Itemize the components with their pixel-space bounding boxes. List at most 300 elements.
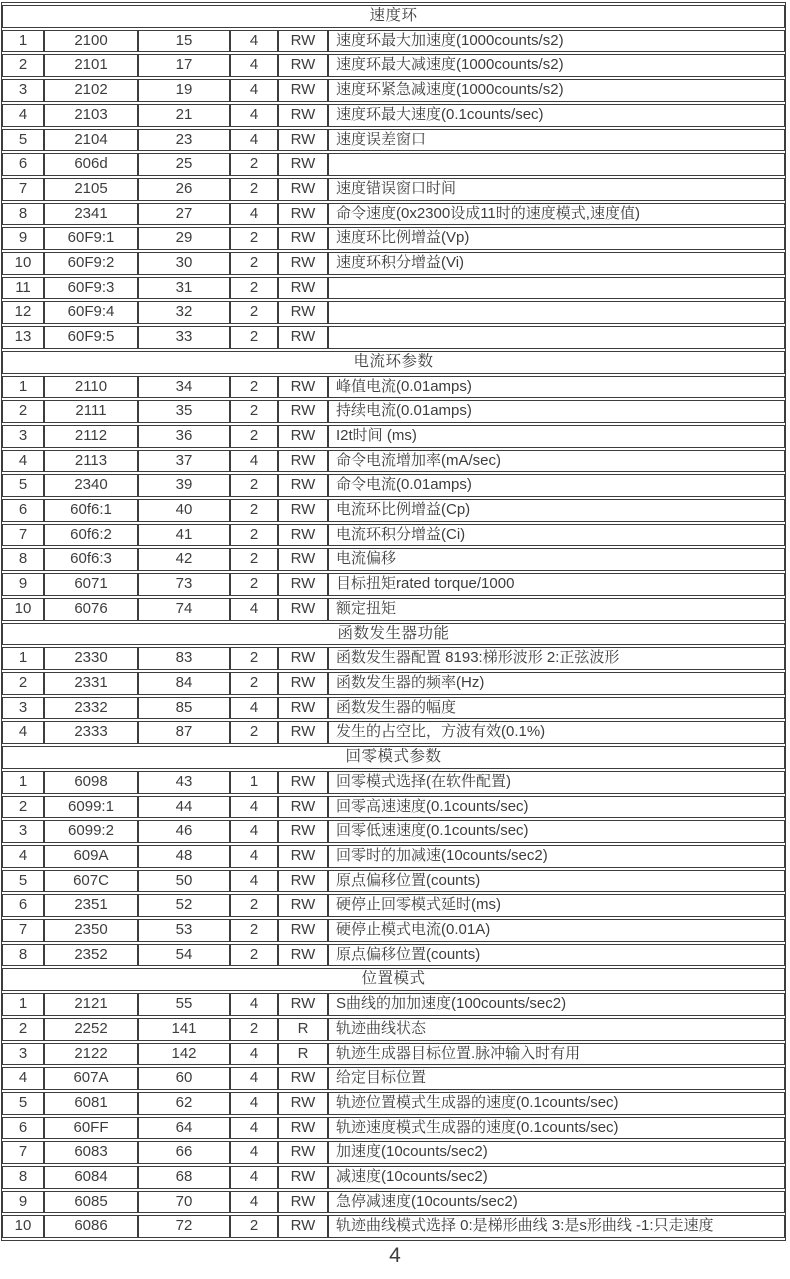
object-address-cell: 2341 <box>44 203 138 226</box>
access-type-cell: RW <box>278 647 328 670</box>
table-row <box>2 79 785 102</box>
description-cell <box>328 153 785 176</box>
register-number-cell: 34 <box>138 376 230 399</box>
register-number-cell: 23 <box>138 129 230 152</box>
byte-size-cell: 4 <box>230 104 278 127</box>
register-number-cell: 55 <box>138 993 230 1016</box>
object-address-cell: 2100 <box>44 30 138 53</box>
table-row <box>2 1117 785 1140</box>
object-address-cell: 6076 <box>44 598 138 621</box>
access-type-cell: RW <box>278 870 328 893</box>
table-row <box>2 1018 785 1041</box>
parameter-table-container <box>1 2 786 1241</box>
table-row <box>2 1215 785 1238</box>
description-cell: 函数发生器的幅度 <box>328 697 785 720</box>
object-address-cell: 60F9:5 <box>44 326 138 349</box>
table-row <box>2 573 785 596</box>
table-row <box>2 1043 785 1066</box>
section-header-row <box>2 351 785 374</box>
byte-size-cell: 2 <box>230 425 278 448</box>
row-index-cell: 1 <box>2 993 44 1016</box>
register-number-cell: 25 <box>138 153 230 176</box>
access-type-cell: RW <box>278 573 328 596</box>
object-address-cell: 2102 <box>44 79 138 102</box>
object-address-cell: 2112 <box>44 425 138 448</box>
object-address-cell: 60F9:1 <box>44 227 138 250</box>
register-number-cell: 15 <box>138 30 230 53</box>
row-index-cell: 5 <box>2 474 44 497</box>
row-index-cell: 12 <box>2 301 44 324</box>
register-number-cell: 32 <box>138 301 230 324</box>
access-type-cell: RW <box>278 944 328 967</box>
description-cell <box>328 277 785 300</box>
register-number-cell: 52 <box>138 894 230 917</box>
description-cell: S曲线的加加速度(100counts/sec2) <box>328 993 785 1016</box>
object-address-cell: 60f6:1 <box>44 499 138 522</box>
byte-size-cell: 4 <box>230 1117 278 1140</box>
table-row <box>2 203 785 226</box>
access-type-cell: RW <box>278 919 328 942</box>
register-number-cell: 39 <box>138 474 230 497</box>
row-index-cell: 4 <box>2 104 44 127</box>
table-row <box>2 450 785 473</box>
description-cell: 给定目标位置 <box>328 1067 785 1090</box>
byte-size-cell: 4 <box>230 697 278 720</box>
description-cell: 速度环紧急减速度(1000counts/s2) <box>328 79 785 102</box>
description-cell: 轨迹曲线状态 <box>328 1018 785 1041</box>
description-cell: 急停减速度(10counts/sec2) <box>328 1191 785 1214</box>
table-row <box>2 301 785 324</box>
register-number-cell: 21 <box>138 104 230 127</box>
access-type-cell: RW <box>278 796 328 819</box>
register-number-cell: 53 <box>138 919 230 942</box>
row-index-cell: 2 <box>2 796 44 819</box>
register-number-cell: 29 <box>138 227 230 250</box>
row-index-cell: 1 <box>2 771 44 794</box>
access-type-cell: RW <box>278 697 328 720</box>
access-type-cell: RW <box>278 820 328 843</box>
section-header-row <box>2 746 785 769</box>
register-number-cell: 31 <box>138 277 230 300</box>
byte-size-cell: 4 <box>230 1092 278 1115</box>
table-row <box>2 153 785 176</box>
row-index-cell: 6 <box>2 894 44 917</box>
row-index-cell: 4 <box>2 845 44 868</box>
access-type-cell: R <box>278 1043 328 1066</box>
byte-size-cell: 4 <box>230 1141 278 1164</box>
access-type-cell: RW <box>278 252 328 275</box>
byte-size-cell: 4 <box>230 598 278 621</box>
object-address-cell: 2122 <box>44 1043 138 1066</box>
register-number-cell: 40 <box>138 499 230 522</box>
row-index-cell: 10 <box>2 252 44 275</box>
byte-size-cell: 2 <box>230 647 278 670</box>
object-address-cell: 6086 <box>44 1215 138 1238</box>
object-address-cell: 60F9:2 <box>44 252 138 275</box>
object-address-cell: 60f6:3 <box>44 548 138 571</box>
object-address-cell: 2104 <box>44 129 138 152</box>
row-index-cell: 11 <box>2 277 44 300</box>
register-number-cell: 83 <box>138 647 230 670</box>
description-cell <box>328 301 785 324</box>
row-index-cell: 13 <box>2 326 44 349</box>
object-address-cell: 2350 <box>44 919 138 942</box>
row-index-cell: 3 <box>2 697 44 720</box>
access-type-cell: RW <box>278 153 328 176</box>
byte-size-cell: 4 <box>230 54 278 77</box>
byte-size-cell: 4 <box>230 129 278 152</box>
object-address-cell: 2103 <box>44 104 138 127</box>
table-row <box>2 919 785 942</box>
object-address-cell: 6085 <box>44 1191 138 1214</box>
row-index-cell: 7 <box>2 524 44 547</box>
section-title: 回零模式参数 <box>2 746 785 769</box>
register-number-cell: 17 <box>138 54 230 77</box>
register-number-cell: 41 <box>138 524 230 547</box>
description-cell: 持续电流(0.01amps) <box>328 400 785 423</box>
row-index-cell: 6 <box>2 1117 44 1140</box>
table-row <box>2 845 785 868</box>
table-row <box>2 721 785 744</box>
access-type-cell: RW <box>278 771 328 794</box>
table-row <box>2 227 785 250</box>
access-type-cell: RW <box>278 499 328 522</box>
register-number-cell: 68 <box>138 1166 230 1189</box>
register-number-cell: 44 <box>138 796 230 819</box>
byte-size-cell: 2 <box>230 153 278 176</box>
description-cell: 速度环积分增益(Vi) <box>328 252 785 275</box>
register-number-cell: 70 <box>138 1191 230 1214</box>
description-cell: 函数发生器的频率(Hz) <box>328 672 785 695</box>
object-address-cell: 6098 <box>44 771 138 794</box>
register-number-cell: 66 <box>138 1141 230 1164</box>
object-address-cell: 6083 <box>44 1141 138 1164</box>
object-address-cell: 2252 <box>44 1018 138 1041</box>
table-row <box>2 425 785 448</box>
access-type-cell: RW <box>278 30 328 53</box>
description-cell: 轨迹曲线模式选择 0:是梯形曲线 3:是s形曲线 -1:只走速度 <box>328 1215 785 1238</box>
section-title: 电流环参数 <box>2 351 785 374</box>
object-address-cell: 2113 <box>44 450 138 473</box>
description-cell: 轨迹生成器目标位置.脉冲输入时有用 <box>328 1043 785 1066</box>
object-address-cell: 2111 <box>44 400 138 423</box>
byte-size-cell: 4 <box>230 820 278 843</box>
row-index-cell: 10 <box>2 598 44 621</box>
byte-size-cell: 4 <box>230 203 278 226</box>
access-type-cell: RW <box>278 203 328 226</box>
object-address-cell: 607A <box>44 1067 138 1090</box>
section-title: 位置模式 <box>2 968 785 991</box>
row-index-cell: 5 <box>2 1092 44 1115</box>
table-row <box>2 598 785 621</box>
access-type-cell: RW <box>278 1166 328 1189</box>
table-row <box>2 129 785 152</box>
row-index-cell: 1 <box>2 376 44 399</box>
table-row <box>2 993 785 1016</box>
description-cell: 硬停止模式电流(0.01A) <box>328 919 785 942</box>
access-type-cell: RW <box>278 1141 328 1164</box>
byte-size-cell: 2 <box>230 499 278 522</box>
object-address-cell: 2101 <box>44 54 138 77</box>
register-number-cell: 54 <box>138 944 230 967</box>
byte-size-cell: 2 <box>230 252 278 275</box>
access-type-cell: RW <box>278 400 328 423</box>
row-index-cell: 6 <box>2 499 44 522</box>
row-index-cell: 7 <box>2 919 44 942</box>
row-index-cell: 2 <box>2 1018 44 1041</box>
register-number-cell: 64 <box>138 1117 230 1140</box>
row-index-cell: 7 <box>2 178 44 201</box>
row-index-cell: 5 <box>2 870 44 893</box>
description-cell: 速度环最大减速度(1000counts/s2) <box>328 54 785 77</box>
register-number-cell: 36 <box>138 425 230 448</box>
row-index-cell: 4 <box>2 721 44 744</box>
description-cell: 轨迹速度模式生成器的速度(0.1counts/sec) <box>328 1117 785 1140</box>
byte-size-cell: 2 <box>230 277 278 300</box>
object-address-cell: 60FF <box>44 1117 138 1140</box>
table-row <box>2 178 785 201</box>
byte-size-cell: 2 <box>230 944 278 967</box>
access-type-cell: RW <box>278 1191 328 1214</box>
table-row <box>2 796 785 819</box>
object-address-cell: 609A <box>44 845 138 868</box>
description-cell: 目标扭矩rated torque/1000 <box>328 573 785 596</box>
byte-size-cell: 4 <box>230 1067 278 1090</box>
object-address-cell: 2352 <box>44 944 138 967</box>
access-type-cell: RW <box>278 326 328 349</box>
description-cell: 原点偏移位置(counts) <box>328 870 785 893</box>
object-address-cell: 2330 <box>44 647 138 670</box>
row-index-cell: 3 <box>2 820 44 843</box>
byte-size-cell: 4 <box>230 993 278 1016</box>
access-type-cell: RW <box>278 1117 328 1140</box>
byte-size-cell: 2 <box>230 400 278 423</box>
register-number-cell: 42 <box>138 548 230 571</box>
byte-size-cell: 2 <box>230 474 278 497</box>
description-cell: 速度误差窗口 <box>328 129 785 152</box>
object-address-cell: 2333 <box>44 721 138 744</box>
object-address-cell: 6099:1 <box>44 796 138 819</box>
object-address-cell: 607C <box>44 870 138 893</box>
register-number-cell: 46 <box>138 820 230 843</box>
description-cell: 速度错误窗口时间 <box>328 178 785 201</box>
register-number-cell: 87 <box>138 721 230 744</box>
table-row <box>2 376 785 399</box>
table-row <box>2 820 785 843</box>
section-header-row <box>2 5 785 28</box>
access-type-cell: RW <box>278 79 328 102</box>
access-type-cell: RW <box>278 474 328 497</box>
register-number-cell: 85 <box>138 697 230 720</box>
row-index-cell: 10 <box>2 1215 44 1238</box>
byte-size-cell: 4 <box>230 79 278 102</box>
description-cell: 速度环最大速度(0.1counts/sec) <box>328 104 785 127</box>
section-title: 函数发生器功能 <box>2 623 785 646</box>
object-address-cell: 606d <box>44 153 138 176</box>
access-type-cell: RW <box>278 845 328 868</box>
table-row <box>2 647 785 670</box>
description-cell: 命令电流增加率(mA/sec) <box>328 450 785 473</box>
parameter-table <box>2 3 785 1240</box>
table-row <box>2 771 785 794</box>
byte-size-cell: 2 <box>230 227 278 250</box>
description-cell: 原点偏移位置(counts) <box>328 944 785 967</box>
register-number-cell: 62 <box>138 1092 230 1115</box>
byte-size-cell: 4 <box>230 870 278 893</box>
description-cell: 命令速度(0x2300设成11时的速度模式,速度值) <box>328 203 785 226</box>
access-type-cell: RW <box>278 721 328 744</box>
byte-size-cell: 2 <box>230 524 278 547</box>
page-number: 4 <box>389 1244 401 1267</box>
object-address-cell: 2351 <box>44 894 138 917</box>
object-address-cell: 6081 <box>44 1092 138 1115</box>
row-index-cell: 5 <box>2 129 44 152</box>
row-index-cell: 4 <box>2 1067 44 1090</box>
table-row <box>2 672 785 695</box>
table-row <box>2 104 785 127</box>
row-index-cell: 3 <box>2 79 44 102</box>
register-number-cell: 30 <box>138 252 230 275</box>
register-number-cell: 73 <box>138 573 230 596</box>
row-index-cell: 6 <box>2 153 44 176</box>
object-address-cell: 6084 <box>44 1166 138 1189</box>
description-cell: 回零低速速度(0.1counts/sec) <box>328 820 785 843</box>
row-index-cell: 2 <box>2 672 44 695</box>
description-cell: 速度环比例增益(Vp) <box>328 227 785 250</box>
table-row <box>2 697 785 720</box>
register-number-cell: 27 <box>138 203 230 226</box>
object-address-cell: 2121 <box>44 993 138 1016</box>
object-address-cell: 2340 <box>44 474 138 497</box>
access-type-cell: RW <box>278 301 328 324</box>
byte-size-cell: 2 <box>230 894 278 917</box>
table-row <box>2 548 785 571</box>
description-cell: 电流环积分增益(Ci) <box>328 524 785 547</box>
row-index-cell: 3 <box>2 425 44 448</box>
register-number-cell: 43 <box>138 771 230 794</box>
parameter-table-body <box>2 5 785 1238</box>
object-address-cell: 6071 <box>44 573 138 596</box>
object-address-cell: 60F9:3 <box>44 277 138 300</box>
access-type-cell: RW <box>278 425 328 448</box>
object-address-cell: 2110 <box>44 376 138 399</box>
description-cell: 电流环比例增益(Cp) <box>328 499 785 522</box>
object-address-cell: 2105 <box>44 178 138 201</box>
row-index-cell: 8 <box>2 1166 44 1189</box>
access-type-cell: RW <box>278 277 328 300</box>
object-address-cell: 60F9:4 <box>44 301 138 324</box>
register-number-cell: 72 <box>138 1215 230 1238</box>
register-number-cell: 142 <box>138 1043 230 1066</box>
byte-size-cell: 2 <box>230 301 278 324</box>
access-type-cell: RW <box>278 993 328 1016</box>
access-type-cell: RW <box>278 894 328 917</box>
description-cell: 电流偏移 <box>328 548 785 571</box>
access-type-cell: RW <box>278 1067 328 1090</box>
access-type-cell: RW <box>278 227 328 250</box>
table-row <box>2 30 785 53</box>
byte-size-cell: 2 <box>230 548 278 571</box>
access-type-cell: RW <box>278 598 328 621</box>
byte-size-cell: 4 <box>230 450 278 473</box>
description-cell: 加速度(10counts/sec2) <box>328 1141 785 1164</box>
register-number-cell: 26 <box>138 178 230 201</box>
table-row <box>2 1092 785 1115</box>
table-row <box>2 1166 785 1189</box>
row-index-cell: 4 <box>2 450 44 473</box>
byte-size-cell: 2 <box>230 919 278 942</box>
access-type-cell: RW <box>278 524 328 547</box>
register-number-cell: 141 <box>138 1018 230 1041</box>
description-cell: 硬停止回零模式延时(ms) <box>328 894 785 917</box>
row-index-cell: 9 <box>2 1191 44 1214</box>
byte-size-cell: 2 <box>230 1018 278 1041</box>
row-index-cell: 9 <box>2 227 44 250</box>
byte-size-cell: 2 <box>230 178 278 201</box>
access-type-cell: RW <box>278 178 328 201</box>
byte-size-cell: 4 <box>230 845 278 868</box>
description-cell: 峰值电流(0.01amps) <box>328 376 785 399</box>
table-row <box>2 499 785 522</box>
row-index-cell: 9 <box>2 573 44 596</box>
register-number-cell: 60 <box>138 1067 230 1090</box>
description-cell: 发生的占空比，方波有效(0.1%) <box>328 721 785 744</box>
row-index-cell: 8 <box>2 944 44 967</box>
access-type-cell: RW <box>278 129 328 152</box>
access-type-cell: R <box>278 1018 328 1041</box>
table-row <box>2 326 785 349</box>
access-type-cell: RW <box>278 672 328 695</box>
row-index-cell: 2 <box>2 400 44 423</box>
table-row <box>2 870 785 893</box>
row-index-cell: 3 <box>2 1043 44 1066</box>
table-row <box>2 1067 785 1090</box>
register-number-cell: 74 <box>138 598 230 621</box>
description-cell: 函数发生器配置 8193:梯形波形 2:正弦波形 <box>328 647 785 670</box>
table-row <box>2 1141 785 1164</box>
byte-size-cell: 4 <box>230 1191 278 1214</box>
byte-size-cell: 1 <box>230 771 278 794</box>
byte-size-cell: 2 <box>230 376 278 399</box>
table-row <box>2 277 785 300</box>
row-index-cell: 2 <box>2 54 44 77</box>
table-row <box>2 524 785 547</box>
row-index-cell: 7 <box>2 1141 44 1164</box>
table-row <box>2 400 785 423</box>
register-number-cell: 50 <box>138 870 230 893</box>
register-number-cell: 33 <box>138 326 230 349</box>
byte-size-cell: 2 <box>230 573 278 596</box>
section-title: 速度环 <box>2 5 785 28</box>
register-number-cell: 35 <box>138 400 230 423</box>
register-number-cell: 84 <box>138 672 230 695</box>
table-row <box>2 474 785 497</box>
access-type-cell: RW <box>278 450 328 473</box>
description-cell: 额定扭矩 <box>328 598 785 621</box>
description-cell: 速度环最大加速度(1000counts/s2) <box>328 30 785 53</box>
object-address-cell: 6099:2 <box>44 820 138 843</box>
byte-size-cell: 2 <box>230 672 278 695</box>
byte-size-cell: 2 <box>230 1215 278 1238</box>
access-type-cell: RW <box>278 376 328 399</box>
table-row <box>2 1191 785 1214</box>
table-row <box>2 252 785 275</box>
row-index-cell: 1 <box>2 30 44 53</box>
description-cell: 回零模式选择(在软件配置) <box>328 771 785 794</box>
byte-size-cell: 4 <box>230 30 278 53</box>
access-type-cell: RW <box>278 1215 328 1238</box>
byte-size-cell: 4 <box>230 796 278 819</box>
